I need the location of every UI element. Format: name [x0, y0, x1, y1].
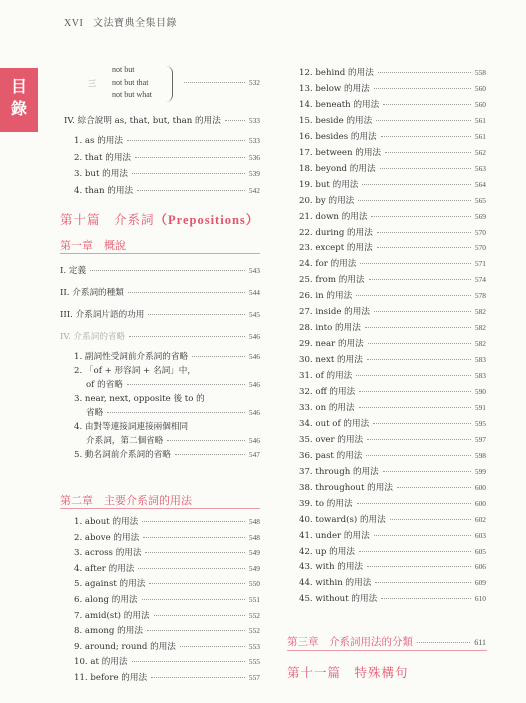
toc-entry[interactable]	[299, 337, 486, 349]
entry-label: 22. during 的用法	[299, 227, 373, 238]
entry-label: 31. of 的用法	[299, 371, 353, 382]
page-ref: 574	[474, 275, 486, 285]
entry-label: 4. after 的用法	[74, 563, 135, 574]
toc-entry[interactable]	[299, 401, 486, 413]
page-ref: 552	[248, 610, 260, 620]
toc-entry[interactable]	[180, 78, 260, 87]
toc-entry[interactable]	[74, 546, 260, 558]
entry-label: 33. on 的用法	[299, 402, 355, 413]
entry-label: 40. toward(s) 的用法	[299, 514, 386, 525]
page-ref: 533	[248, 116, 260, 125]
entry-label: 26. in 的用法	[299, 291, 353, 302]
page-ref: 560	[474, 83, 486, 93]
toc-entry[interactable]	[299, 130, 486, 142]
page-ref: 570	[474, 227, 486, 237]
page-ref: 605	[474, 546, 486, 556]
toc-entry[interactable]	[299, 560, 486, 572]
toc-entry[interactable]	[299, 481, 486, 493]
page-ref: 548	[248, 532, 260, 542]
brace-icon	[166, 66, 173, 102]
page-ref: 583	[474, 355, 486, 365]
entry-label: 12. behind 的用法	[299, 68, 374, 78]
page-ref: 546	[248, 332, 260, 341]
part-title-zh: 第十篇 介系詞	[60, 212, 155, 227]
entry-label: 37. through 的用法	[299, 466, 379, 477]
entry-label: 16. besides 的用法	[299, 131, 377, 142]
chapter-rule	[60, 508, 260, 509]
toc-entry[interactable]	[299, 369, 486, 381]
page-ref: 571	[474, 259, 486, 269]
page-ref: 546	[248, 380, 260, 389]
toc-entry[interactable]	[299, 98, 486, 110]
group-label: 三	[88, 79, 96, 88]
page-ref: 563	[474, 163, 486, 173]
page-ref: 606	[474, 562, 486, 572]
toc-entry[interactable]	[299, 66, 486, 78]
page-ref: 550	[248, 579, 260, 589]
page-ref: 558	[474, 68, 486, 77]
page-ref: 590	[474, 387, 486, 396]
toc-entry[interactable]	[299, 273, 486, 285]
entry-label-line: 2. 「of + 形容詞 + 名詞」中，	[74, 366, 196, 376]
entry-label: 3. but 的用法	[74, 169, 128, 179]
page-ref: 600	[474, 482, 486, 492]
entry-label: 42. up 的用法	[299, 546, 355, 557]
toc-entry[interactable]	[74, 184, 260, 196]
entry-label: 38. throughout 的用法	[299, 482, 393, 493]
entry-label: 11. before 的用法	[74, 673, 148, 683]
entry-label: 25. from 的用法	[299, 275, 365, 286]
page-ref: 552	[248, 626, 260, 636]
toc-entry[interactable]	[299, 194, 486, 206]
page-ref: 561	[474, 115, 486, 125]
chapter-rule	[287, 650, 487, 651]
toc-entry[interactable]	[299, 576, 486, 588]
entry-label: 24. for 的用法	[299, 259, 357, 270]
entry-label: 14. beneath 的用法	[299, 99, 380, 110]
toc-entry[interactable]	[299, 162, 486, 174]
page-ref: 560	[474, 99, 486, 109]
page-ref: 546	[248, 408, 260, 417]
toc-entry[interactable]	[74, 167, 260, 179]
toc-entry[interactable]	[299, 465, 486, 477]
entry-label: 介系詞，第二個省略	[86, 436, 164, 446]
entry-label: 4. than 的用法	[74, 185, 134, 196]
entry-label: 1. 副詞性受詞前介系詞的省略	[74, 352, 189, 362]
toc-entry[interactable]	[299, 513, 486, 525]
toc-entry[interactable]	[299, 114, 486, 126]
toc-entry[interactable]	[299, 305, 486, 317]
page-ref: 582	[474, 307, 486, 317]
toc-entry[interactable]	[86, 378, 260, 390]
toc-entry[interactable]	[299, 257, 486, 269]
toc-entry[interactable]	[299, 449, 486, 461]
tab-char-2: 錄	[10, 99, 27, 118]
toc-entry[interactable]	[299, 497, 486, 509]
chapter-title: 第三章 介系詞用法的分類	[287, 636, 413, 648]
toc-entry[interactable]	[74, 624, 260, 636]
entry-label: 9. around; round 的用法	[74, 641, 176, 652]
toc-entry[interactable]	[74, 655, 260, 667]
page-ref: 610	[474, 594, 486, 604]
section-tab[interactable]	[0, 68, 38, 132]
entry-label: 15. beside 的用法	[299, 115, 373, 126]
toc-entry[interactable]	[287, 634, 486, 649]
entry-label: III. 介系詞片語的功用	[60, 310, 145, 320]
entry-label: 8. among 的用法	[74, 626, 143, 637]
entry-label: 2. that 的用法	[74, 152, 132, 163]
page-header	[64, 14, 177, 29]
page-ref: 551	[248, 595, 260, 604]
page-ref: 536	[248, 152, 260, 162]
chapter-title: 第一章 概說	[60, 239, 126, 252]
page-ref: 533	[248, 136, 260, 145]
page-ref: 611	[474, 638, 486, 647]
toc-entry[interactable]	[74, 671, 260, 683]
page-ref: 549	[248, 563, 260, 573]
page-ref: 562	[474, 147, 486, 157]
entry-label: 5. against 的用法	[74, 579, 146, 590]
brace-item: not but that	[112, 77, 149, 87]
entry-label: 6. along 的用法	[74, 595, 138, 605]
page-ref: 557	[248, 673, 260, 682]
page-ref: 570	[474, 243, 486, 253]
chapter-title: 第二章 主要介系詞的用法	[60, 494, 192, 507]
page-ref: 553	[248, 641, 260, 651]
entry-label: of 的省略	[86, 380, 123, 390]
entry-label: 39. to 的用法	[299, 498, 353, 509]
entry-label: 2. above 的用法	[74, 532, 140, 543]
entry-label-line: 3. near, next, opposite 後 to 的	[74, 394, 205, 404]
entry-label: I. 定義	[60, 266, 87, 276]
brace-list	[112, 64, 152, 102]
page-ref: 599	[474, 466, 486, 476]
page-ref: 602	[474, 514, 486, 524]
page-number: XVI	[64, 18, 84, 29]
toc-entry[interactable]	[299, 353, 486, 365]
book-title: 文法寶典全集目錄	[92, 18, 177, 29]
page-ref: 582	[474, 339, 486, 349]
toc-entry[interactable]	[74, 515, 260, 527]
entry-label: 19. but 的用法	[299, 179, 359, 190]
page-ref: 547	[248, 450, 260, 459]
part-title-en: （Prepositions）	[154, 213, 260, 227]
entry-label: 3. across 的用法	[74, 548, 142, 559]
entry-label: 29. near 的用法	[299, 339, 364, 350]
toc-entry[interactable]	[74, 134, 260, 146]
entry-label: 1. as 的用法	[74, 136, 123, 146]
page-ref: 565	[474, 195, 486, 205]
brace-item: not but what	[112, 90, 152, 99]
toc-entry[interactable]	[74, 593, 260, 605]
toc-entry[interactable]	[74, 562, 260, 574]
entry-label: 7. amid(st) 的用法	[74, 610, 150, 621]
entry-label: II. 介系詞的種類	[60, 288, 124, 298]
toc-entry[interactable]	[86, 406, 260, 418]
entry-label: 44. within 的用法	[299, 578, 372, 589]
entry-label: 1. about 的用法	[74, 517, 139, 527]
page-ref: 603	[474, 530, 486, 540]
page-ref: 598	[474, 450, 486, 460]
toc-entry[interactable]	[299, 417, 486, 429]
chapter-rule	[60, 253, 260, 254]
entry-label: IV. 綜合說明 as, that, but, than 的用法	[64, 116, 221, 126]
toc-entry[interactable]	[64, 114, 260, 126]
entry-label: 35. over 的用法	[299, 434, 364, 445]
toc-entry[interactable]	[299, 82, 486, 94]
toc-entry[interactable]	[299, 529, 486, 541]
entry-label: 23. except 的用法	[299, 243, 373, 254]
page-ref: 539	[248, 169, 260, 178]
toc-entry[interactable]	[299, 545, 486, 557]
part-title: 第十一篇 特殊構句	[287, 665, 409, 680]
toc-entry[interactable]	[60, 264, 260, 276]
page-ref: 561	[474, 131, 486, 141]
entry-label: 30. next 的用法	[299, 355, 363, 366]
toc-entry[interactable]	[60, 330, 260, 342]
toc-entry[interactable]	[299, 433, 486, 445]
page-ref: 595	[474, 418, 486, 428]
entry-label: 13. below 的用法	[299, 83, 370, 94]
toc-entry[interactable]	[74, 609, 260, 621]
page-ref: 591	[474, 402, 486, 412]
entry-label: 27. inside 的用法	[299, 307, 370, 318]
entry-label: 17. between 的用法	[299, 147, 382, 158]
page-ref: 555	[248, 657, 260, 667]
toc-entry[interactable]	[299, 385, 486, 397]
toc-entry[interactable]	[74, 577, 260, 589]
toc-entry[interactable]	[299, 146, 486, 158]
entry-label: 21. down 的用法	[299, 211, 368, 222]
page-ref: 546	[248, 436, 260, 445]
page-ref: 545	[248, 310, 260, 319]
entry-label: 28. into 的用法	[299, 323, 361, 334]
entry-label: 34. out of 的用法	[299, 418, 370, 429]
entry-label: 18. beyond 的用法	[299, 163, 376, 174]
toc-entry[interactable]	[60, 308, 260, 320]
entry-label: 5. 動名詞前介系詞的省略	[74, 450, 171, 460]
entry-label: 32. off 的用法	[299, 387, 356, 397]
entry-label: 10. at 的用法	[74, 657, 128, 668]
toc-entry[interactable]	[299, 592, 486, 604]
page-ref: 548	[248, 517, 260, 526]
tab-char-1: 目	[10, 77, 27, 96]
toc-entry[interactable]	[299, 289, 486, 301]
toc-entry[interactable]	[74, 448, 260, 460]
part-title	[60, 210, 259, 228]
toc-entry[interactable]	[74, 350, 260, 362]
page-ref: 532	[248, 78, 260, 87]
page-ref: 544	[248, 288, 260, 297]
entry-label: 20. by 的用法	[299, 195, 355, 206]
page-ref: 564	[474, 179, 486, 189]
page-ref: 569	[474, 211, 486, 221]
entry-label: 43. with 的用法	[299, 562, 364, 573]
page-ref: 542	[248, 185, 260, 195]
entry-label-line: 4. 由對等連接詞連接兩個相同	[74, 422, 189, 432]
toc-entry[interactable]	[86, 434, 260, 446]
toc-entry[interactable]	[299, 321, 486, 333]
page-ref: 578	[474, 291, 486, 301]
toc-entry[interactable]	[60, 286, 260, 298]
entry-label: 省略	[86, 408, 104, 418]
entry-label: 41. under 的用法	[299, 530, 370, 541]
page-ref: 546	[248, 352, 260, 361]
toc-entry[interactable]	[299, 210, 486, 222]
page-ref: 609	[474, 578, 486, 588]
toc-entry[interactable]	[74, 640, 260, 652]
page-ref: 597	[474, 434, 486, 444]
page-ref: 583	[474, 371, 486, 381]
toc-entry[interactable]	[299, 226, 486, 238]
page-ref: 549	[248, 548, 260, 558]
entry-label: 36. past 的用法	[299, 450, 363, 461]
brace-item: not but	[112, 65, 135, 74]
page-ref: 543	[248, 266, 260, 275]
toc-entry[interactable]	[74, 531, 260, 543]
toc-entry[interactable]	[74, 151, 260, 163]
entry-label: IV. 介系詞的省略	[60, 332, 126, 342]
toc-entry[interactable]	[299, 178, 486, 190]
toc-entry[interactable]	[299, 241, 486, 253]
entry-label: 45. without 的用法	[299, 594, 378, 605]
page-ref: 600	[474, 498, 486, 508]
page-ref: 582	[474, 323, 486, 333]
